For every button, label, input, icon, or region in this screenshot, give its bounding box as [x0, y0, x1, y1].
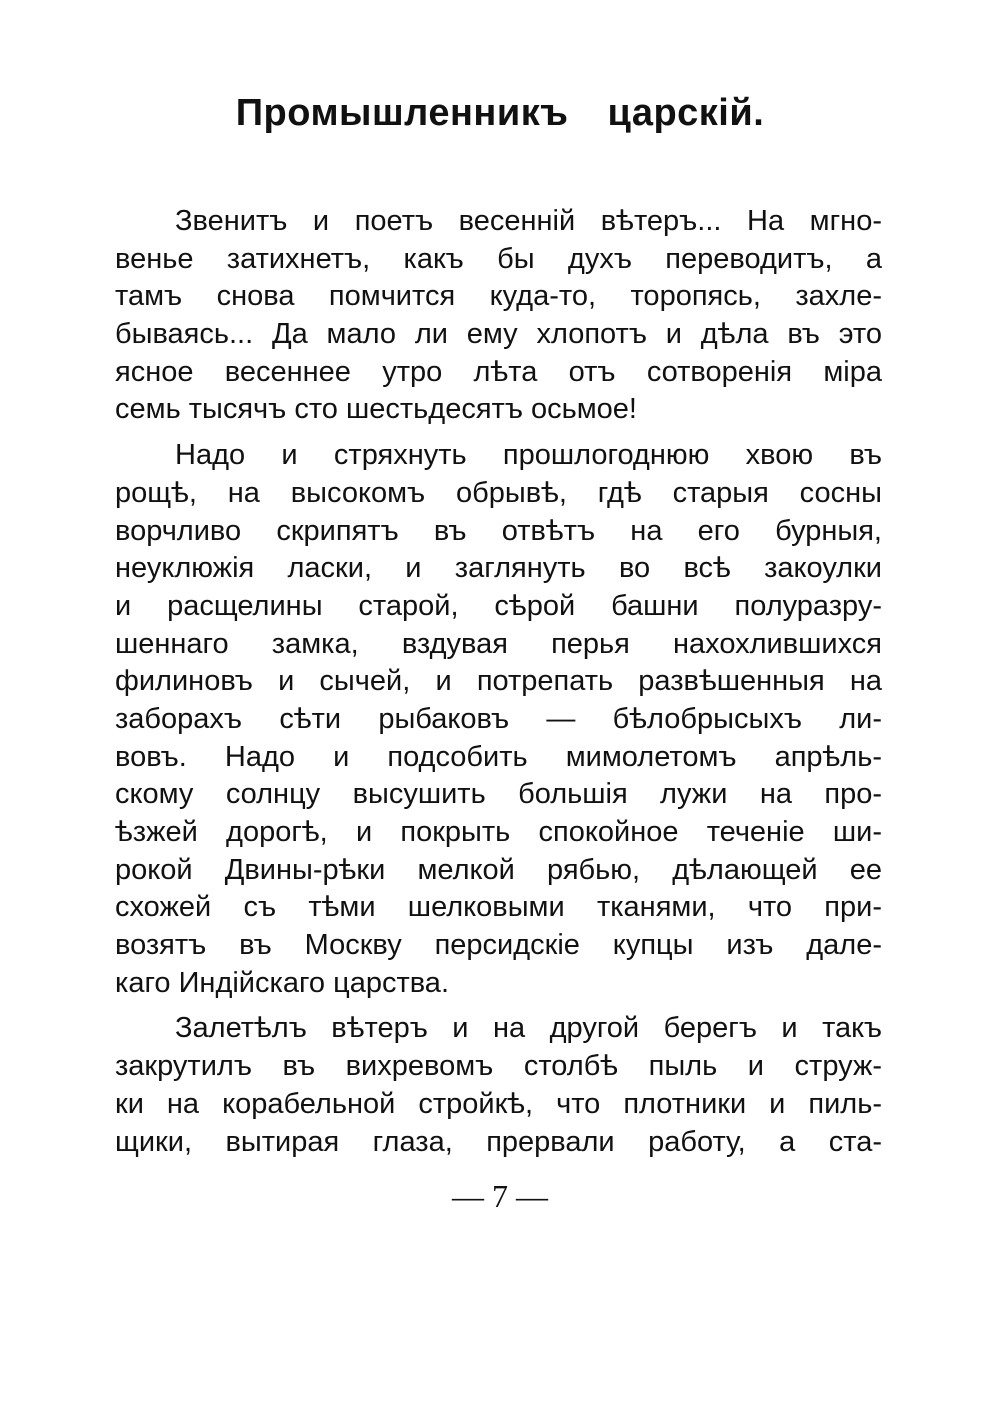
paragraph [115, 1010, 882, 1161]
text-line: Звенитъ и поетъ весенній вѣтеръ... На мгно- [175, 205, 882, 237]
text-line: ѣзжей дорогѣ, и покрыть спокойное теченіе ши- [115, 816, 882, 848]
text-line: вовъ. Надо и подсобить мимолетомъ апрѣль- [115, 740, 882, 773]
text-line: филиновъ и сычей, и потрепать развѣшенныя на [115, 665, 882, 698]
chapter-title: Промышленникъ царскій. [235, 92, 765, 134]
text-line: тамъ снова помчится куда-то, торопясь, захле- [115, 280, 882, 313]
text-line: каго Индійскаго царства. [115, 966, 449, 999]
page-number: — 7 — [452, 1178, 548, 1214]
text-line: заборахъ сѣти рыбаковъ — бѣлобрысыхъ ли- [115, 702, 882, 735]
body-text [115, 203, 882, 1169]
text-line: и расщелины старой, сѣрой башни полуразру- [115, 589, 882, 622]
text-line: бываясь... Да мало ли ему хлопотъ и дѣла въ это [115, 318, 882, 351]
text-line: схожей съ тѣми шелковыми тканями, что при- [115, 891, 882, 924]
text-line: Залетѣлъ вѣтеръ и на другой берегъ и такъ [175, 1012, 882, 1045]
text-line: ки на корабельной стройкѣ, что плотники и пиль- [115, 1087, 882, 1120]
text-line: щики, вытирая глаза, прервали работу, а ста- [115, 1125, 882, 1158]
paragraph [115, 203, 882, 429]
paragraph [115, 437, 882, 1002]
text-line: неуклюжія ласки, и заглянуть во всѣ закоулки [115, 552, 882, 585]
text-line: шеннаго замка, вздувая перья нахохлившихся [115, 627, 882, 660]
text-line: ворчливо скрипятъ въ отвѣтъ на его бурныя, [115, 514, 882, 547]
text-line: рокой Двины-рѣки мелкой рябью, дѣлающей ее [115, 853, 882, 886]
text-line: скому солнцу высушить большія лужи на про- [115, 778, 882, 811]
text-line: возятъ въ Москву персидскіе купцы изъ дале- [115, 929, 882, 962]
text-line: семь тысячъ сто шестьдесятъ осьмое! [115, 393, 637, 426]
text-line: ясное весеннее утро лѣта отъ сотворенія міра [115, 355, 882, 388]
text-line: венье затихнетъ, какъ бы духъ переводитъ, а [115, 242, 882, 275]
text-line: закрутилъ въ вихревомъ столбѣ пыль и струж- [115, 1050, 882, 1083]
text-line: Надо и стряхнуть прошлогоднюю хвою въ [175, 439, 882, 472]
text-line: рощѣ, на высокомъ обрывѣ, гдѣ старыя сосны [115, 476, 882, 509]
